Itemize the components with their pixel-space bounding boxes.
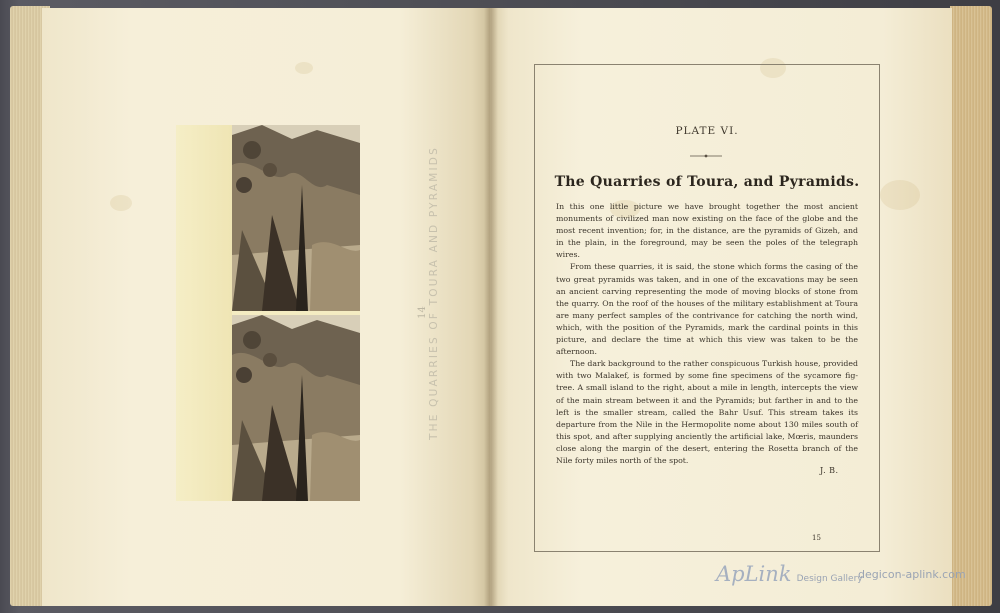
photo-mount-blank	[176, 125, 232, 501]
body-text	[556, 201, 858, 467]
stereo-photograph	[176, 125, 360, 501]
right-page-edges	[950, 6, 992, 606]
stereo-photo-top	[232, 125, 360, 311]
paragraph-3: The dark background to the rather conspicuous Turkish house, provided with two Malakef, is formed by some fine specimens of the sycamore fig-tree. A small island to the right, about a mile in length, intercepts the view of the main stream between it and the Pyramids; but farther in and to the left is the smaller stream, called the Bahr Usuf. This stream takes its departure from the Nile in the Hermopolite nome about 130 miles south of this spot, and after supplying anciently the artificial lake, Mœris, maunders close along the margin of the desert, entering the Rosetta branch of the Nile forty miles north of the spot.	[556, 359, 858, 465]
left-page-number: 14	[416, 306, 428, 319]
right-page-number: 15	[812, 534, 821, 542]
watermark-site: degicon-aplink.com	[858, 568, 966, 581]
stereo-photo-bottom	[232, 315, 360, 501]
plate-label: PLATE VI.	[675, 125, 739, 137]
author-signature: J. B.	[820, 466, 839, 475]
watermark-brand: ApLink	[716, 562, 792, 586]
plate-heading: The Quarries of Toura, and Pyramids.	[554, 174, 860, 190]
paragraph-1: In this one little picture we have brought together the most ancient monuments of civilized man now existing on the face of the globe and the most recent invention; for, in the distance, are the pyramids of Gizeh, and in the plain, in the foreground, may be seen the poles of the telegraph wires.	[556, 202, 858, 260]
ornament-divider	[690, 154, 722, 158]
photo-caption-vertical: THE QUARRIES OF TOURA AND PYRAMIDS	[428, 146, 440, 440]
watermark-subtitle: Design Gallery	[796, 574, 863, 584]
book-gutter	[484, 8, 498, 606]
watermark-logo	[716, 562, 863, 586]
paragraph-2: From these quarries, it is said, the stone which forms the casing of the two great pyramids was taken, and in one of the excavations may be seen an ancient carving representing the mode of moving blocks of stone from the quarry. On the roof of the houses of the military establishment at Toura are many perfect samples of the contrivance for catching the north wind, which, with the position of the Pyramids, mark the cardinal points in this picture, and declare the time at which this view was taken to be the afternoon.	[556, 262, 858, 357]
